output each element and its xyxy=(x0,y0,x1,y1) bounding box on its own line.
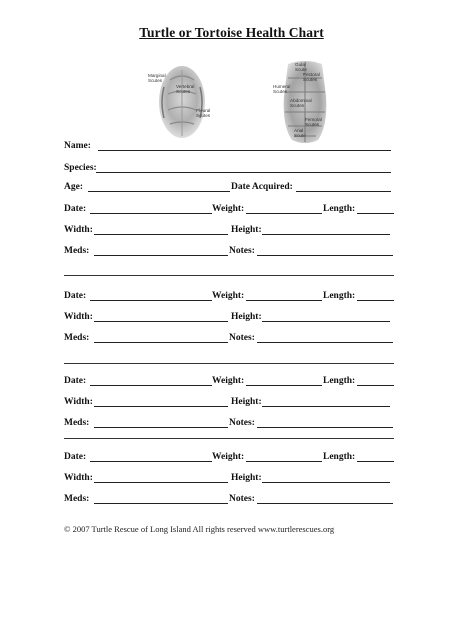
date-label: Date: xyxy=(64,204,87,214)
page-title: Turtle or Tortoise Health Chart xyxy=(139,25,324,40)
section-divider xyxy=(64,275,394,276)
record-2-meds-field[interactable] xyxy=(94,342,228,343)
meds-label: Meds: xyxy=(64,418,90,428)
record-1-meds-field[interactable] xyxy=(94,255,228,256)
length-label: Length: xyxy=(323,376,356,386)
record-2-notes-field[interactable] xyxy=(257,342,393,343)
width-label: Width: xyxy=(64,225,93,235)
plastron-label-pectoral: Pectoral Scutes xyxy=(303,72,320,82)
date-label: Date: xyxy=(64,452,87,462)
meds-label: Meds: xyxy=(64,494,90,504)
plastron-label-femoral: Femoral Scutes xyxy=(305,117,322,127)
record-1-meds-row xyxy=(0,245,463,259)
plastron-label-gular: Gular Scute xyxy=(295,62,307,72)
length-label: Length: xyxy=(323,204,356,214)
species-row xyxy=(0,162,463,176)
record-1-width-row xyxy=(0,224,463,238)
record-4-length-field[interactable] xyxy=(357,461,394,462)
height-label: Height: xyxy=(231,312,262,322)
section-divider xyxy=(64,438,394,439)
record-2-meds-row xyxy=(0,332,463,346)
record-3-width-row xyxy=(0,396,463,410)
age-label: Age: xyxy=(64,182,83,192)
notes-label: Notes: xyxy=(229,418,255,428)
record-4-width-field[interactable] xyxy=(94,482,228,483)
age-field[interactable] xyxy=(88,191,230,192)
record-1-date-row xyxy=(0,203,463,217)
record-4-height-field[interactable] xyxy=(262,482,390,483)
record-3-height-field[interactable] xyxy=(262,406,390,407)
age-row xyxy=(0,181,463,195)
record-4-meds-row xyxy=(0,493,463,507)
width-label: Width: xyxy=(64,473,93,483)
record-3-weight-field[interactable] xyxy=(246,385,322,386)
date-acquired-label: Date Acquired: xyxy=(231,182,293,192)
name-field[interactable] xyxy=(98,150,391,151)
length-label: Length: xyxy=(323,452,356,462)
record-3-meds-field[interactable] xyxy=(94,427,228,428)
length-label: Length: xyxy=(323,291,356,301)
weight-label: Weight: xyxy=(212,376,245,386)
record-2-width-row xyxy=(0,311,463,325)
plastron-label-anal: Anal Scute xyxy=(294,128,306,138)
height-label: Height: xyxy=(231,225,262,235)
weight-label: Weight: xyxy=(212,291,245,301)
notes-label: Notes: xyxy=(229,333,255,343)
record-4-date-row xyxy=(0,451,463,465)
record-1-notes-field[interactable] xyxy=(257,255,393,256)
record-4-width-row xyxy=(0,472,463,486)
name-label: Name: xyxy=(64,141,91,151)
species-label: Species: xyxy=(64,163,97,173)
record-2-height-field[interactable] xyxy=(262,321,390,322)
date-acquired-field[interactable] xyxy=(296,191,391,192)
notes-label: Notes: xyxy=(229,494,255,504)
record-3-width-field[interactable] xyxy=(94,406,228,407)
record-3-date-field[interactable] xyxy=(90,385,212,386)
record-2-date-field[interactable] xyxy=(90,300,212,301)
height-label: Height: xyxy=(231,397,262,407)
meds-label: Meds: xyxy=(64,246,90,256)
name-row xyxy=(0,140,463,154)
record-4-date-field[interactable] xyxy=(90,461,212,462)
record-1-length-field[interactable] xyxy=(357,213,394,214)
width-label: Width: xyxy=(64,397,93,407)
species-field[interactable] xyxy=(96,172,391,173)
record-1-width-field[interactable] xyxy=(94,234,228,235)
height-label: Height: xyxy=(231,473,262,483)
record-3-meds-row xyxy=(0,417,463,431)
record-2-date-row xyxy=(0,290,463,304)
record-4-meds-field[interactable] xyxy=(94,503,228,504)
plastron-label-abdominal: Abdominal Scutes xyxy=(290,98,312,108)
record-2-weight-field[interactable] xyxy=(246,300,322,301)
record-4-notes-field[interactable] xyxy=(257,503,393,504)
meds-label: Meds: xyxy=(64,333,90,343)
record-2-length-field[interactable] xyxy=(357,300,394,301)
record-2-width-field[interactable] xyxy=(94,321,228,322)
plastron-label-humeral: Humeral Scutes xyxy=(273,84,291,94)
carapace-label-pleural: Pleural Scutes xyxy=(196,108,211,118)
record-3-length-field[interactable] xyxy=(357,385,394,386)
record-1-weight-field[interactable] xyxy=(246,213,322,214)
weight-label: Weight: xyxy=(212,204,245,214)
copyright-footer: © 2007 Turtle Rescue of Long Island All rights reserved www.turtlerescues.org xyxy=(64,524,335,534)
record-3-date-row xyxy=(0,375,463,389)
carapace-label-marginal: Marginal Scutes xyxy=(148,73,166,83)
date-label: Date: xyxy=(64,376,87,386)
section-divider xyxy=(64,363,394,364)
record-1-height-field[interactable] xyxy=(262,234,390,235)
record-3-notes-field[interactable] xyxy=(257,427,393,428)
carapace-label-vertebral: Vertebral Scutes xyxy=(176,84,195,94)
weight-label: Weight: xyxy=(212,452,245,462)
date-label: Date: xyxy=(64,291,87,301)
width-label: Width: xyxy=(64,312,93,322)
record-1-date-field[interactable] xyxy=(90,213,212,214)
notes-label: Notes: xyxy=(229,246,255,256)
record-4-weight-field[interactable] xyxy=(246,461,322,462)
